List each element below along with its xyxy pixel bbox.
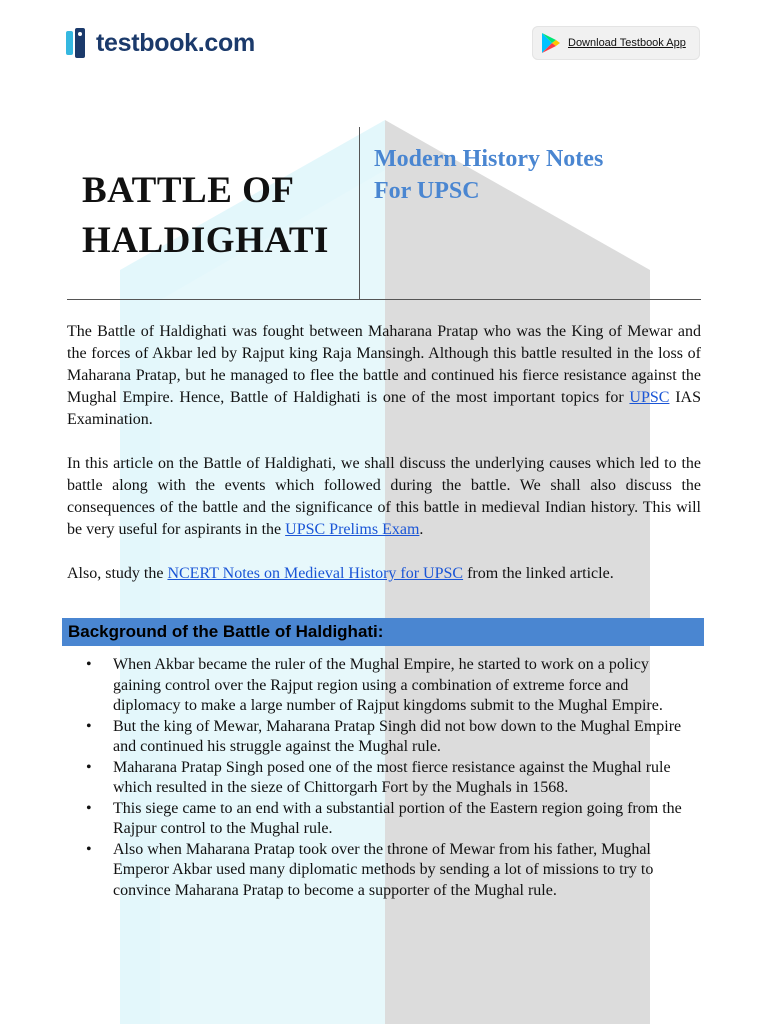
upsc-prelims-link[interactable]: UPSC Prelims Exam [285, 521, 420, 538]
bullet-text: But the king of Mewar, Maharana Pratap Singh did not bow down to the Mughal Empire and continued his struggle against the Mughal rule. [113, 717, 682, 755]
bullet-icon: • [86, 656, 92, 673]
list-item [86, 717, 698, 758]
bullet-icon: • [86, 799, 92, 817]
list-item [86, 799, 698, 840]
testbook-logo-icon [66, 28, 88, 58]
intro-p2-text-end: . [419, 521, 424, 538]
bullet-text: Maharana Pratap Singh posed one of the most fierce resistance against the Mughal rule which resulted in the sieze of Chittorgarh Fort by the Mughals in 1568. [113, 758, 671, 796]
intro-paragraph-3 [67, 563, 701, 585]
bullet-text: Also when Maharana Pratap took over the throne of Mewar from his father, Mughal Emperor Akbar used many diplomatic methods by sending a lot of missions to try to convince Maharana Pratap to become a supporter of the Mughal rule. [113, 840, 654, 899]
title-line-2: HALDIGHATI [82, 220, 329, 261]
intro-paragraph-2 [67, 453, 701, 541]
list-item [86, 758, 698, 799]
google-play-icon [542, 33, 560, 53]
intro-p2-text: In this article on the Battle of Haldighati, we shall discuss the underlying causes which led to the battle along with the events which followed during the battle. We shall also discuss the consequences of the battle and the significance of this battle in medieval Indian history. This will be very useful for aspirants in the [67, 455, 701, 538]
header-bar [0, 0, 768, 90]
logo-text: testbook.com [96, 28, 255, 57]
section-heading: Background of the Battle of Haldighati: [62, 618, 704, 646]
intro-p1-text-end: IAS Examination. [67, 389, 702, 428]
page-title [82, 166, 352, 266]
bullet-icon: • [86, 758, 92, 776]
intro-paragraph-1 [67, 321, 701, 431]
download-app-button[interactable] [532, 26, 700, 60]
intro-p3-text-end: from the linked article. [463, 565, 614, 582]
page-subtitle [374, 143, 603, 207]
intro-content [67, 321, 701, 585]
title-divider-vertical [359, 127, 360, 299]
title-divider-horizontal [67, 299, 701, 300]
bullet-text: When Akbar became the ruler of the Mughal Empire, he started to work on a policy gaining control over the Rajput region using a combination of extreme force and diplomacy to make a large number of Rajput kingdoms submit to the Mughal Empire. [113, 656, 663, 714]
list-item [86, 840, 698, 902]
bullet-icon: • [86, 840, 92, 858]
bullet-icon: • [86, 717, 92, 735]
subtitle-line-1: Modern History Notes [374, 146, 604, 172]
list-item [86, 655, 698, 717]
upsc-link[interactable]: UPSC [629, 389, 670, 406]
background-bullet-list [86, 655, 698, 901]
ncert-notes-link[interactable]: NCERT Notes on Medieval History for UPSC [167, 565, 464, 582]
testbook-logo[interactable] [66, 26, 255, 60]
title-line-1: BATTLE OF [82, 170, 295, 211]
intro-p3-text: Also, study the [67, 565, 168, 582]
subtitle-line-2: For UPSC [374, 178, 480, 204]
intro-p1-text: The Battle of Haldighati was fought between Maharana Pratap who was the King of Mewar and the forces of Akbar led by Rajput king Raja Mansingh. Although this battle resulted in the loss of Maharana Pratap, but he managed to flee the battle and continued his fierce resistance against the Mughal Empire. Hence, Battle of Haldighati is one of the most important topics for [67, 323, 701, 406]
bullet-text: This siege came to an end with a substantial portion of the Eastern region going from the Rajpur control to the Mughal rule. [113, 799, 682, 837]
download-app-label: Download Testbook App [568, 37, 686, 49]
